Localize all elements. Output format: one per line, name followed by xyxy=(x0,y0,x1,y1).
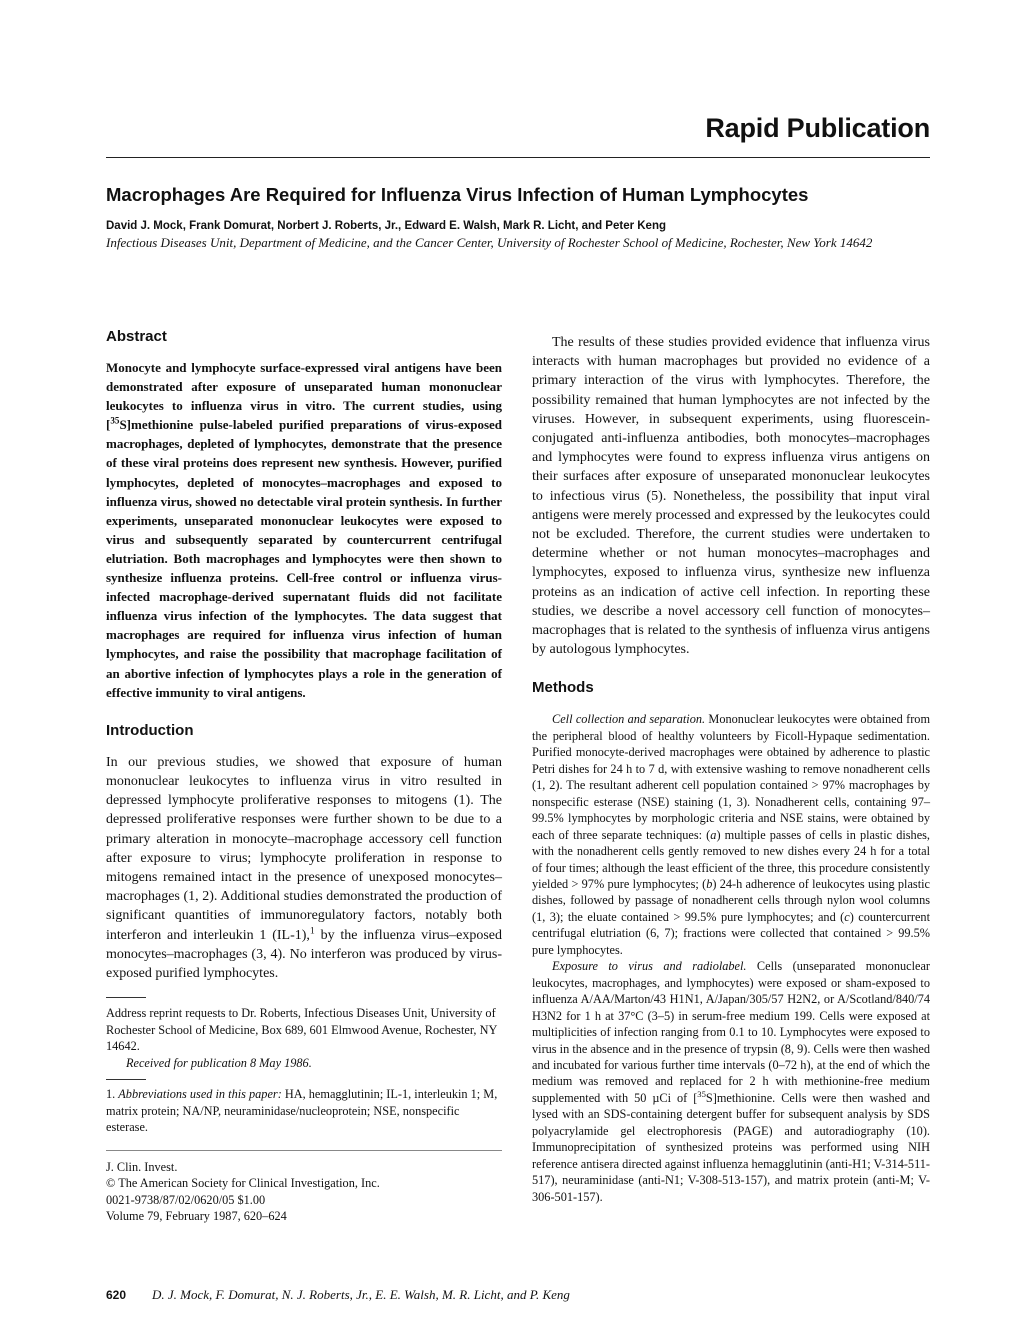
methods-heading: Methods xyxy=(532,679,594,697)
header-rule xyxy=(106,157,930,158)
abstract-heading: Abstract xyxy=(106,328,167,345)
copyright-line: © The American Society for Clinical Investigation, Inc. xyxy=(106,1176,380,1191)
introduction-text: In our previous studies, we showed that exposure of human mononuclear leukocytes to influenza virus in vitro resulted in depressed lymphocyte proliferative responses to mitogens (1). The depressed proliferative responses were further shown to be due to a primary alteration in monocyte–macrophage accessory cell function after exposure to virus; lymphocyte proliferation in response to mitogens remained intact in the presence of unexposed monocytes–macrophages (1, 2). Additional studies demonstrated the production of significant quantities of immunoregulatory factors, notably both interferon and interleukin 1 (IL-1),$^1$ by the influenza virus–exposed monocytes–macrophages (3, 4). No interferon was produced by virus-exposed purified lymphocytes. xyxy=(106,754,502,981)
author-list: David J. Mock, Frank Domurat, Norbert J. Roberts, Jr., Edward E. Walsh, Mark R. Licht, and Peter Keng xyxy=(106,220,667,232)
methods-virus-exposure: Exposure to virus and radiolabel. Cells (unseparated mononuclear leukocytes, macrophages, and lymphocytes) were exposed or sham-exposed to influenza A/AA/Marton/43 H1N1, A/Japan/305/57 H2N2, or A/Scotland/840/74 H3N2 for 1 h at 37°C (3–5) in serum-free medium 199. Cells were exposed at multiplicities of infection ranging from 0.1 to 10. Lymphocytes were exposed to virus in the absence and in the presence of trypsin (8, 9). Cells were then washed and incubated for various further time intervals (0–72 h), at the end of which the medium was removed and replaced for 2 h with methionine-free medium supplemented with 50 µCi of [$^{35}$S]methionine. Cells were then washed and lysed with an SDS-containing detergent buffer for subsequent analysis by SDS polyacrylamide gel electrophoresis (PAGE) and autoradiography (10). Immunoprecipitation of synthesized proteins was performed using NIH reference antisera directed against influenza hemagglutinin (anti-H1; V-314-511-517), neuraminidase (anti-N1; V-308-513-157), and matrix protein (anti-M; V-306-501-157). xyxy=(532,959,931,1204)
journal-name: J. Clin. Invest. xyxy=(106,1159,178,1174)
introduction-heading: Introduction xyxy=(106,721,194,739)
section-label: Rapid Publication xyxy=(705,113,930,143)
notes-rule xyxy=(106,997,146,998)
methods-text xyxy=(532,711,930,1205)
affiliation: Infectious Diseases Unit, Department of Medicine, and the Cancer Center, University of Rochester School of Medicine, Rochester, New York 14642 xyxy=(106,235,873,250)
left-column xyxy=(106,328,502,1225)
issn-line: 0021-9738/87/02/0620/05 $1.00 xyxy=(106,1192,266,1207)
article-title: Macrophages Are Required for Influenza Virus Infection of Human Lymphocytes xyxy=(106,184,809,205)
abstract-text: Monocyte and lymphocyte surface-expressed viral antigens have been demonstrated after exposure of unseparated human mononuclear leukocytes to influenza virus in vitro. The current studies, using [$^{35}$S]methionine pulse-labeled purified preparations of virus-exposed macrophages, depleted of lymphocytes, demonstrate that the presence of these viral proteins does represent new synthesis. However, purified lymphocytes, depleted of monocytes–macrophages and exposed to influenza virus, showed no detectable viral protein synthesis. In further experiments, unseparated mononuclear leukocytes were exposed to virus and subsequently separated by countercurrent centrifugal elutriation. Both macrophages and lymphocytes were then shown to synthesize influenza proteins. Cell-free control or influenza virus-infected macrophage-derived supernatant fluids did not facilitate influenza virus infection of the lymphocytes. The data suggest that macrophages are required for influenza virus infection of human lymphocytes, and raise the possibility that macrophage facilitation of an abortive infection of lymphocytes plays a role in the generation of effective immunity to viral antigens. xyxy=(106,360,502,700)
right-column xyxy=(532,333,930,1205)
abbreviations-footnote: 1. Abbreviations used in this paper: HA, hemagglutinin; IL-1, interleukin 1; M, matrix protein; NA/NP, neuraminidase/nucleoprotein; NSE, nonspecific esterase. xyxy=(106,1087,498,1135)
journal-rule xyxy=(106,1150,502,1151)
methods-cell-collection: Cell collection and separation. Mononuclear leukocytes were obtained from the peripheral blood of healthy volunteers by Ficoll-Hypaque sedimentation. Purified monocyte-derived macrophages were obtained by adherence to plastic Petri dishes for 24 h to 7 d, with extensive washing to remove nonadherent cells (1, 2). The resultant adherent cell population contained > 97% macrophages by nonspecific esterase (NSE) staining (1, 3). Nonadherent cells, containing 97–99.5% lymphocytes by morphologic criteria and NSE stains, were obtained by each of three separate techniques: (a) multiple passes of cells in plastic dishes, with the nonadherent cells gently removed to new dishes every 24 h for a total of four times; although the least efficient of the three, this procedure consistently yielded > 97% pure lymphocytes; (b) 24-h adherence of leukocytes using plastic dishes, followed by passage of nonadherent cells through nylon wool columns (1, 3); the eluate contained > 99.5% pure lymphocytes; and (c) countercurrent centrifugal elutriation (6, 7); fractions were collected that contained > 99.5% pure lymphocytes. xyxy=(532,712,931,957)
running-authors: D. J. Mock, F. Domurat, N. J. Roberts, Jr., E. E. Walsh, M. R. Licht, and P. Keng xyxy=(152,1287,570,1302)
reprint-address: Address reprint requests to Dr. Roberts, Infectious Diseases Unit, University of Rochester School of Medicine, Box 689, 601 Elmwood Avenue, Rochester, NY 14642. xyxy=(106,1006,497,1054)
received-date: Received for publication 8 May 1986. xyxy=(126,1055,312,1070)
page-number: 620 xyxy=(106,1288,127,1302)
volume-line: Volume 79, February 1987, 620–624 xyxy=(106,1209,287,1224)
footnote-rule xyxy=(106,1079,146,1080)
intro-continued-text: The results of these studies provided evidence that influenza virus interacts with human macrophages but provided no evidence of a primary interaction of the virus with lymphocytes. Therefore, the possibility remained that human lymphocytes are not infected by the viruses. However, in subsequent experiments, using fluorescein-conjugated anti-influenza antibodies, both monocytes–macrophages and lymphocytes were found to express influenza virus antigens on their surfaces after exposure of unseparated mononuclear leukocytes to infectious virus (5). Nonetheless, the possibility that input viral antigens were merely processed and expressed by the leukocytes could not be excluded. Therefore, the current studies were undertaken to determine whether or not human monocytes–macrophages and lymphocytes, exposed to influenza virus, synthesize new influenza proteins as an indication of active cell infection. In reporting these studies, we describe a novel accessory cell function of monocytes–macrophages that is related to the synthesis of influenza virus antigens by autologous lymphocytes. xyxy=(532,335,930,658)
